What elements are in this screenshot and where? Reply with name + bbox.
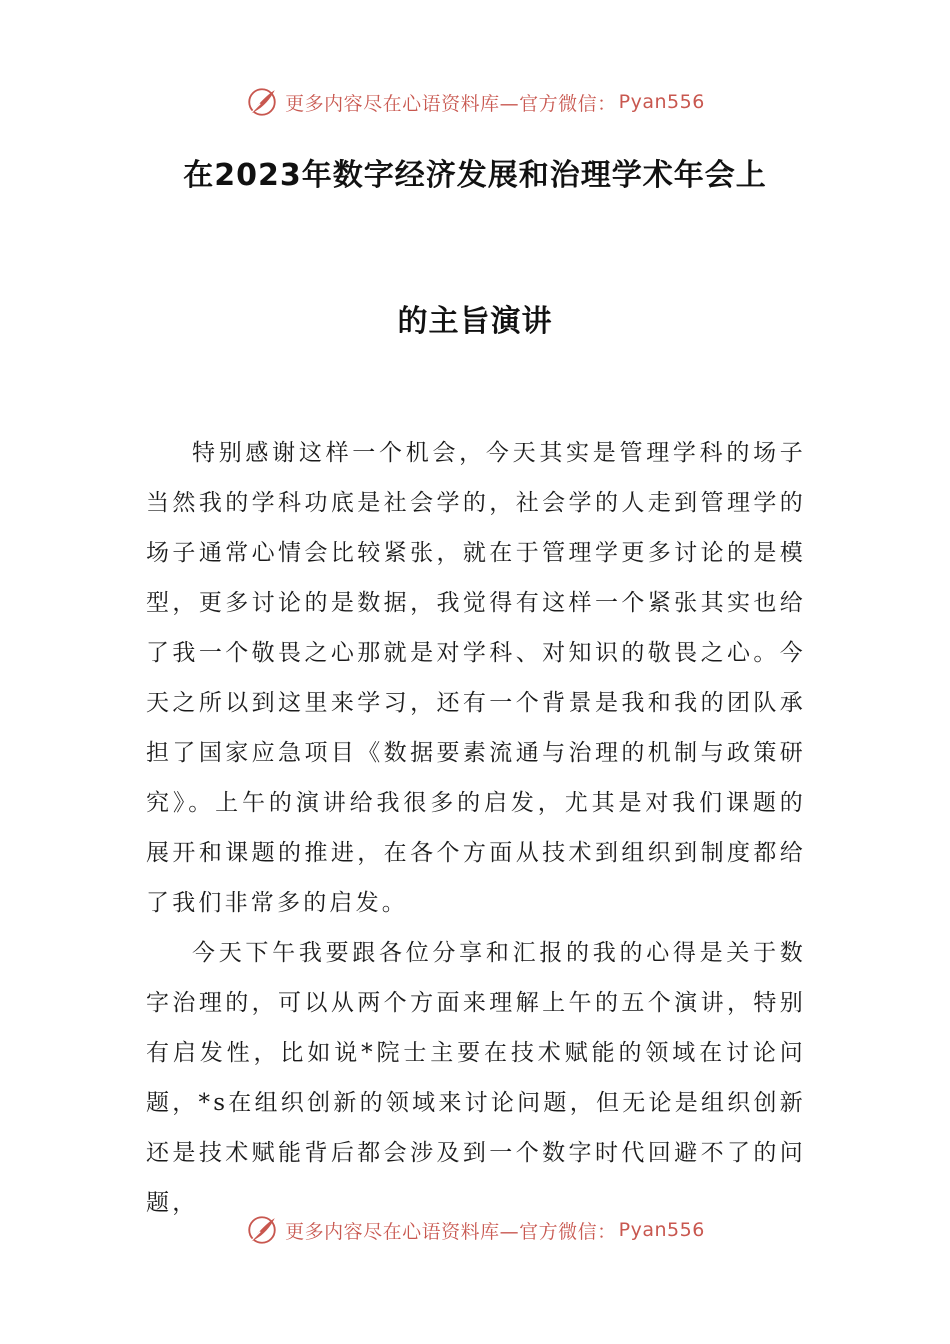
document-body bbox=[146, 428, 806, 1228]
watermark-text: 更多内容尽在心语资料库—官方微信： bbox=[285, 92, 617, 115]
paragraph: 今天下午我要跟各位分享和汇报的我的心得是关于数字治理的，可以从两个方面来理解上午的五个演讲，特别有启发性，比如说*院士主要在技术赋能的领域在讨论问题，*s在组织创新的领域来讨论问题，但无论是组织创新还是技术赋能背后都会涉及到一个数字时代回避不了的问题， bbox=[146, 940, 806, 1216]
pen-feather-logo-icon bbox=[245, 1213, 279, 1247]
watermark-footer bbox=[0, 1210, 950, 1250]
document-title-line-2: 的主旨演讲 bbox=[397, 304, 553, 339]
watermark-wechat-id: Pyan556 bbox=[618, 91, 705, 113]
watermark-text: 更多内容尽在心语资料库—官方微信： bbox=[285, 1220, 617, 1243]
watermark-header bbox=[0, 82, 950, 122]
document-title-line-1: 在2023年数字经济发展和治理学术年会上 bbox=[183, 158, 767, 193]
pen-feather-logo-icon bbox=[245, 85, 279, 119]
paragraph: 特别感谢这样一个机会，今天其实是管理学科的场子当然我的学科功底是社会学的，社会学的人走到管理学的场子通常心情会比较紧张，就在于管理学更多讨论的是模型，更多讨论的是数据，我觉得有这样一个紧张其实也给了我一个敬畏之心那就是对学科、对知识的敬畏之心。今天之所以到这里来学习，还有一个背景是我和我的团队承担了国家应急项目《数据要素流通与治理的机制与政策研究》。上午的演讲给我很多的启发，尤其是对我们课题的展开和课题的推进，在各个方面从技术到组织到制度都给了我们非常多的启发。 bbox=[146, 440, 806, 916]
watermark-wechat-id: Pyan556 bbox=[618, 1219, 705, 1241]
